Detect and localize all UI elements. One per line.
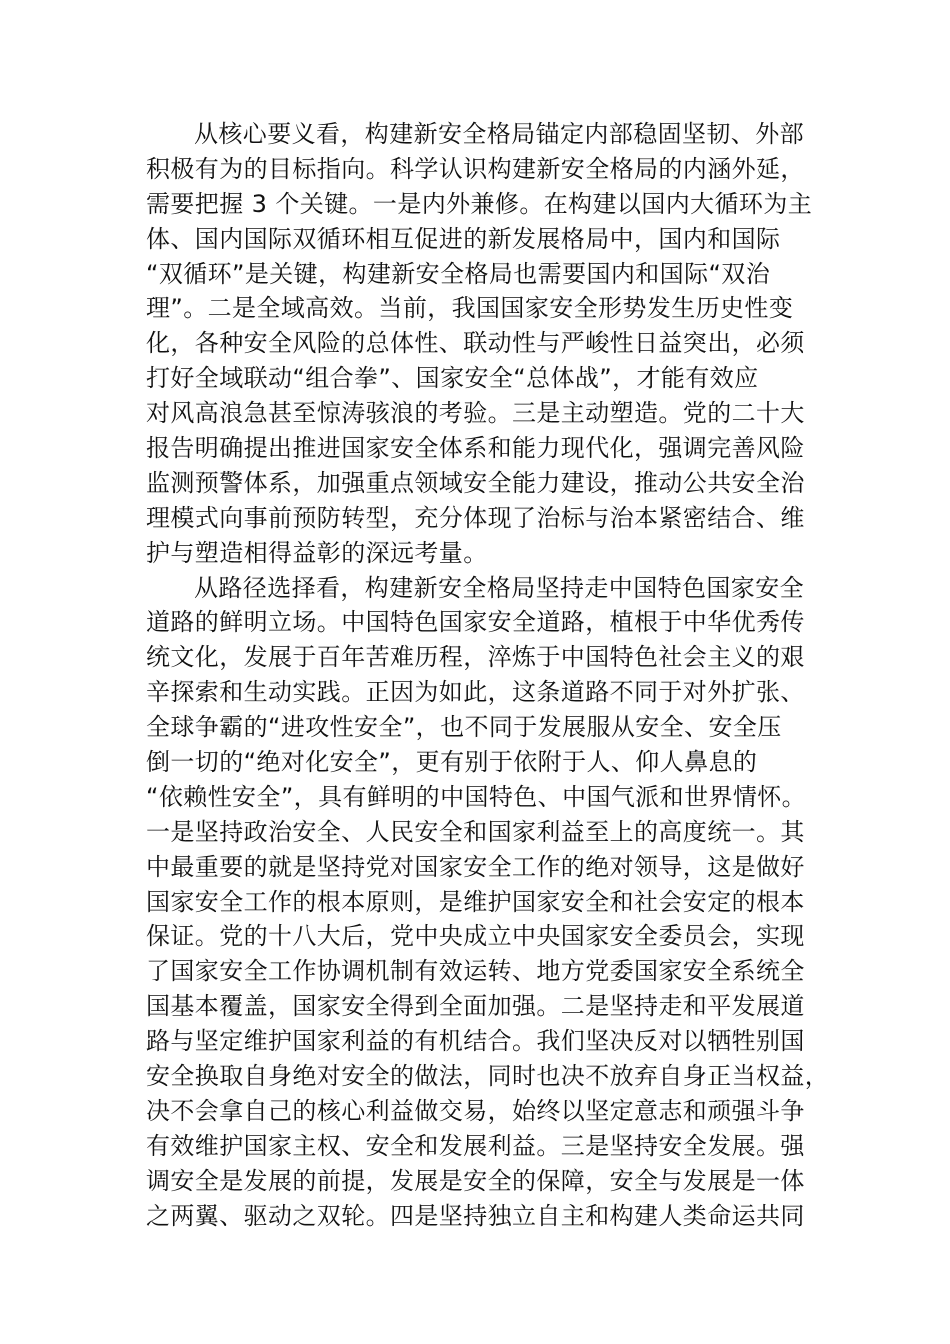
- text-line: 中最重要的就是坚持党对国家安全工作的绝对领导，这是做好: [146, 852, 805, 881]
- text-line: 全球争霸的“进攻性安全”，也不同于发展服从安全、安全压: [146, 713, 782, 742]
- text-line: 路与坚定维护国家利益的有机结合。我们坚决反对以牺牲别国: [146, 1027, 805, 1056]
- text-line: 道路的鲜明立场。中国特色国家安全道路，植根于中华优秀传: [146, 608, 805, 637]
- text-line: 辛探索和生动实践。正因为如此，这条道路不同于对外扩张、: [146, 678, 805, 707]
- text-line: 之两翼、驱动之双轮。四是坚持独立自主和构建人类命运共同: [146, 1201, 805, 1230]
- text-line: 一是坚持政治安全、人民安全和国家利益至上的高度统一。其: [146, 817, 805, 846]
- text-line: 统文化，发展于百年苦难历程，淬炼于中国特色社会主义的艰: [146, 643, 805, 672]
- text-line: 对风高浪急甚至惊涛骇浪的考验。三是主动塑造。党的二十大: [146, 399, 805, 428]
- text-line: “依赖性安全”，具有鲜明的中国特色、中国气派和世界情怀。: [146, 782, 807, 811]
- text-line: 理模式向事前预防转型，充分体现了治标与治本紧密结合、维: [146, 503, 805, 532]
- text-line: 体、国内国际双循环相互促进的新发展格局中，国内和国际: [146, 224, 781, 253]
- text-line: 从核心要义看，构建新安全格局锚定内部稳固坚韧、外部: [194, 120, 804, 148]
- paragraph-core-meaning: [146, 117, 813, 571]
- text-line: 打好全域联动“组合拳”、国家安全“总体战”，才能有效应: [146, 364, 759, 393]
- text-line: 理”。二是全域高效。当前，我国国家安全形势发生历史性变: [146, 294, 794, 323]
- text-line: 国基本覆盖，国家安全得到全面加强。二是坚持走和平发展道: [146, 992, 805, 1021]
- paragraph-path-choice: [146, 571, 830, 1234]
- text-line: 需要把握 3 个关键。一是内外兼修。在构建以国内大循环为主: [146, 189, 813, 218]
- text-line: 报告明确提出推进国家安全体系和能力现代化，强调完善风险: [146, 434, 805, 463]
- text-line: 了国家安全工作协调机制有效运转、地方党委国家安全系统全: [146, 957, 805, 986]
- text-line: 决不会拿自己的核心利益做交易，始终以坚定意志和顽强斗争: [146, 1096, 805, 1125]
- text-line: 积极有为的目标指向。科学认识构建新安全格局的内涵外延，: [146, 154, 805, 183]
- text-line: 国家安全工作的根本原则，是维护国家安全和社会安定的根本: [146, 887, 805, 916]
- text-line: 监测预警体系，加强重点领域安全能力建设，推动公共安全治: [146, 468, 805, 497]
- text-line: “双循环”是关键，构建新安全格局也需要国内和国际“双治: [146, 259, 771, 288]
- text-line: 从路径选择看，构建新安全格局坚持走中国特色国家安全: [194, 573, 804, 602]
- text-line: 保证。党的十八大后，党中央成立中央国家安全委员会，实现: [146, 922, 805, 951]
- text-line: 化，各种安全风险的总体性、联动性与严峻性日益突出，必须: [146, 329, 805, 358]
- text-line: 护与塑造相得益彰的深远考量。: [146, 538, 488, 567]
- text-line: 倒一切的“绝对化安全”，更有别于依附于人、仰人鼻息的: [146, 748, 758, 777]
- body-text: [146, 117, 830, 1234]
- text-line: 调安全是发展的前提，发展是安全的保障，安全与发展是一体: [146, 1166, 805, 1195]
- text-line: 有效维护国家主权、安全和发展利益。三是坚持安全发展。强: [146, 1131, 805, 1160]
- text-line: 安全换取自身绝对安全的做法，同时也决不放弃自身正当权益，: [146, 1062, 830, 1091]
